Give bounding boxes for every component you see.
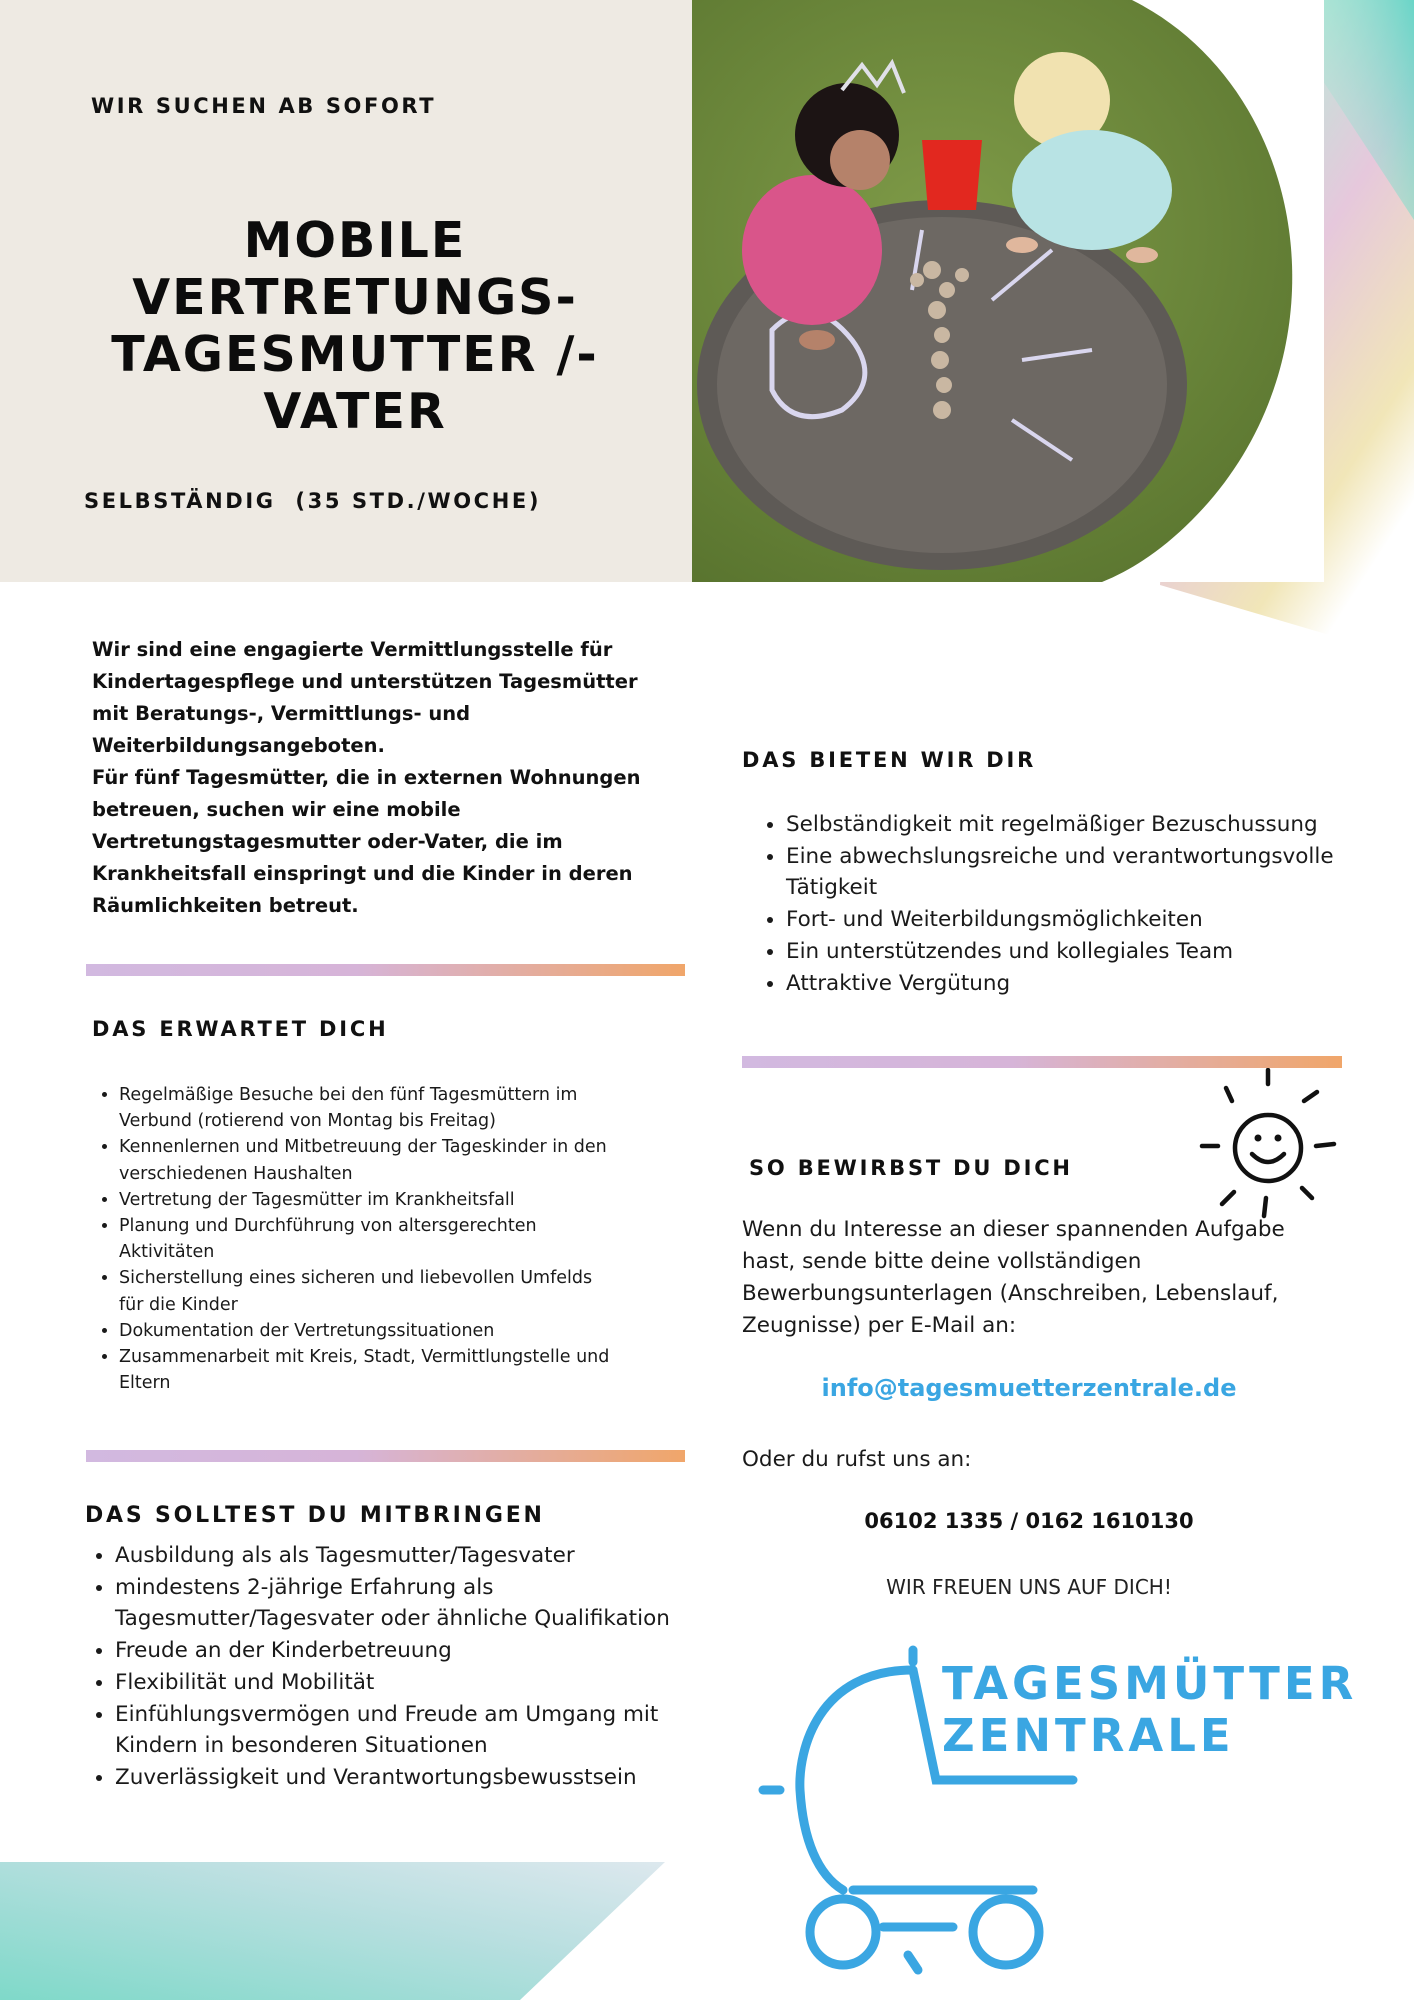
section-divider [86, 964, 685, 976]
list-item: • Sicherstellung eines sicheren und liebevollen Umfelds für die Kinder [119, 1265, 619, 1317]
employment-type: SELBSTÄNDIG (35 STD./WOCHE) [84, 489, 542, 513]
list-item: • Vertretung der Tagesmütter im Krankheitsfall [119, 1187, 619, 1213]
expect-list [95, 1082, 619, 1396]
list-item: • mindestens 2-jährige Erfahrung als Tagesmutter/Tagesvater oder ähnliche Qualifikation [115, 1572, 695, 1635]
list-item: • Kennenlernen und Mitbetreuung der Tageskinder in den verschiedenen Haushalten [119, 1134, 619, 1186]
title-line: TAGESMUTTER /- [111, 326, 599, 383]
list-item: • Eine abwechslungsreiche und verantwortungsvolle Tätigkeit [786, 841, 1346, 904]
title-line: MOBILE [243, 212, 467, 269]
page-title [70, 212, 640, 440]
apply-text: Wenn du Interesse an dieser spannenden Aufgabe hast, sende bitte deine vollständigen Bewerbungsunterlagen (Anschreiben, Lebenslauf, Zeugnisse) per E-Mail an: [742, 1217, 1285, 1338]
list-item: • Freude an der Kinderbetreuung [115, 1635, 695, 1667]
list-item: • Attraktive Vergütung [786, 968, 1346, 1000]
section-divider [742, 1056, 1342, 1068]
tagline: WIR SUCHEN AB SOFORT [91, 94, 437, 118]
offer-list [762, 809, 1346, 999]
call-text: Oder du rufst uns an: [742, 1447, 972, 1472]
title-line: VERTRETUNGS- [132, 269, 578, 326]
closing-text: WIR FREUEN UNS AUF DICH! [886, 1575, 1172, 1599]
logo-line: TAGESMÜTTER [942, 1657, 1358, 1710]
list-item: • Ausbildung als als Tagesmutter/Tagesvater [115, 1540, 695, 1572]
apply-heading: SO BEWIRBST DU DICH [749, 1156, 1073, 1180]
list-item: • Einfühlungsvermögen und Freude am Umgang mit Kindern in besonderen Situationen [115, 1699, 695, 1762]
intro-text [92, 634, 672, 922]
intro-paragraph: Wir sind eine engagierte Vermittlungsstelle für Kindertagespflege und unterstützen Tagesmütter mit Beratungs-, Vermittlungs- und Weiterbildungsangeboten. [92, 638, 638, 757]
sun-doodle-icon [1182, 1068, 1352, 1238]
list-item: • Zuverlässigkeit und Verantwortungsbewusstsein [115, 1762, 695, 1794]
list-item: • Planung und Durchführung von altersgerechten Aktivitäten [119, 1213, 619, 1265]
intro-paragraph: Für fünf Tagesmütter, die in externen Wohnungen betreuen, suchen wir eine mobile Vertretungstagesmutter oder-Vater, die im Krankheitsfall einspringt und die Kinder in deren Räumlichkeiten betreut. [92, 766, 641, 917]
list-item: • Ein unterstützendes und kollegiales Team [786, 936, 1346, 968]
phone-number[interactable]: 06102 1335 / 0162 1610130 [864, 1509, 1194, 1533]
list-item: • Zusammenarbeit mit Kreis, Stadt, Vermittlungstelle und Eltern [119, 1344, 619, 1396]
bring-heading: DAS SOLLTEST DU MITBRINGEN [85, 1503, 545, 1528]
hero-photo [692, 0, 1324, 582]
list-item: • Fort- und Weiterbildungsmöglichkeiten [786, 904, 1346, 936]
list-item: • Dokumentation der Vertretungssituationen [119, 1318, 619, 1344]
list-item: • Selbständigkeit mit regelmäßiger Bezuschussung [786, 809, 1346, 841]
email-link[interactable]: info@tagesmuetterzentrale.de [821, 1374, 1237, 1402]
section-divider [86, 1450, 685, 1462]
list-item: • Flexibilität und Mobilität [115, 1667, 695, 1699]
expect-heading: DAS ERWARTET DICH [92, 1017, 389, 1041]
decorative-gradient-bottom [0, 1862, 665, 2000]
bring-list [91, 1540, 695, 1794]
list-item: • Regelmäßige Besuche bei den fünf Tagesmüttern im Verbund (rotierend von Montag bis Freitag) [119, 1082, 619, 1134]
title-line: VATER [263, 383, 447, 440]
offer-heading: DAS BIETEN WIR DIR [742, 748, 1037, 772]
logo-line: ZENTRALE [942, 1709, 1235, 1762]
logo-wordmark [942, 1658, 1357, 1762]
